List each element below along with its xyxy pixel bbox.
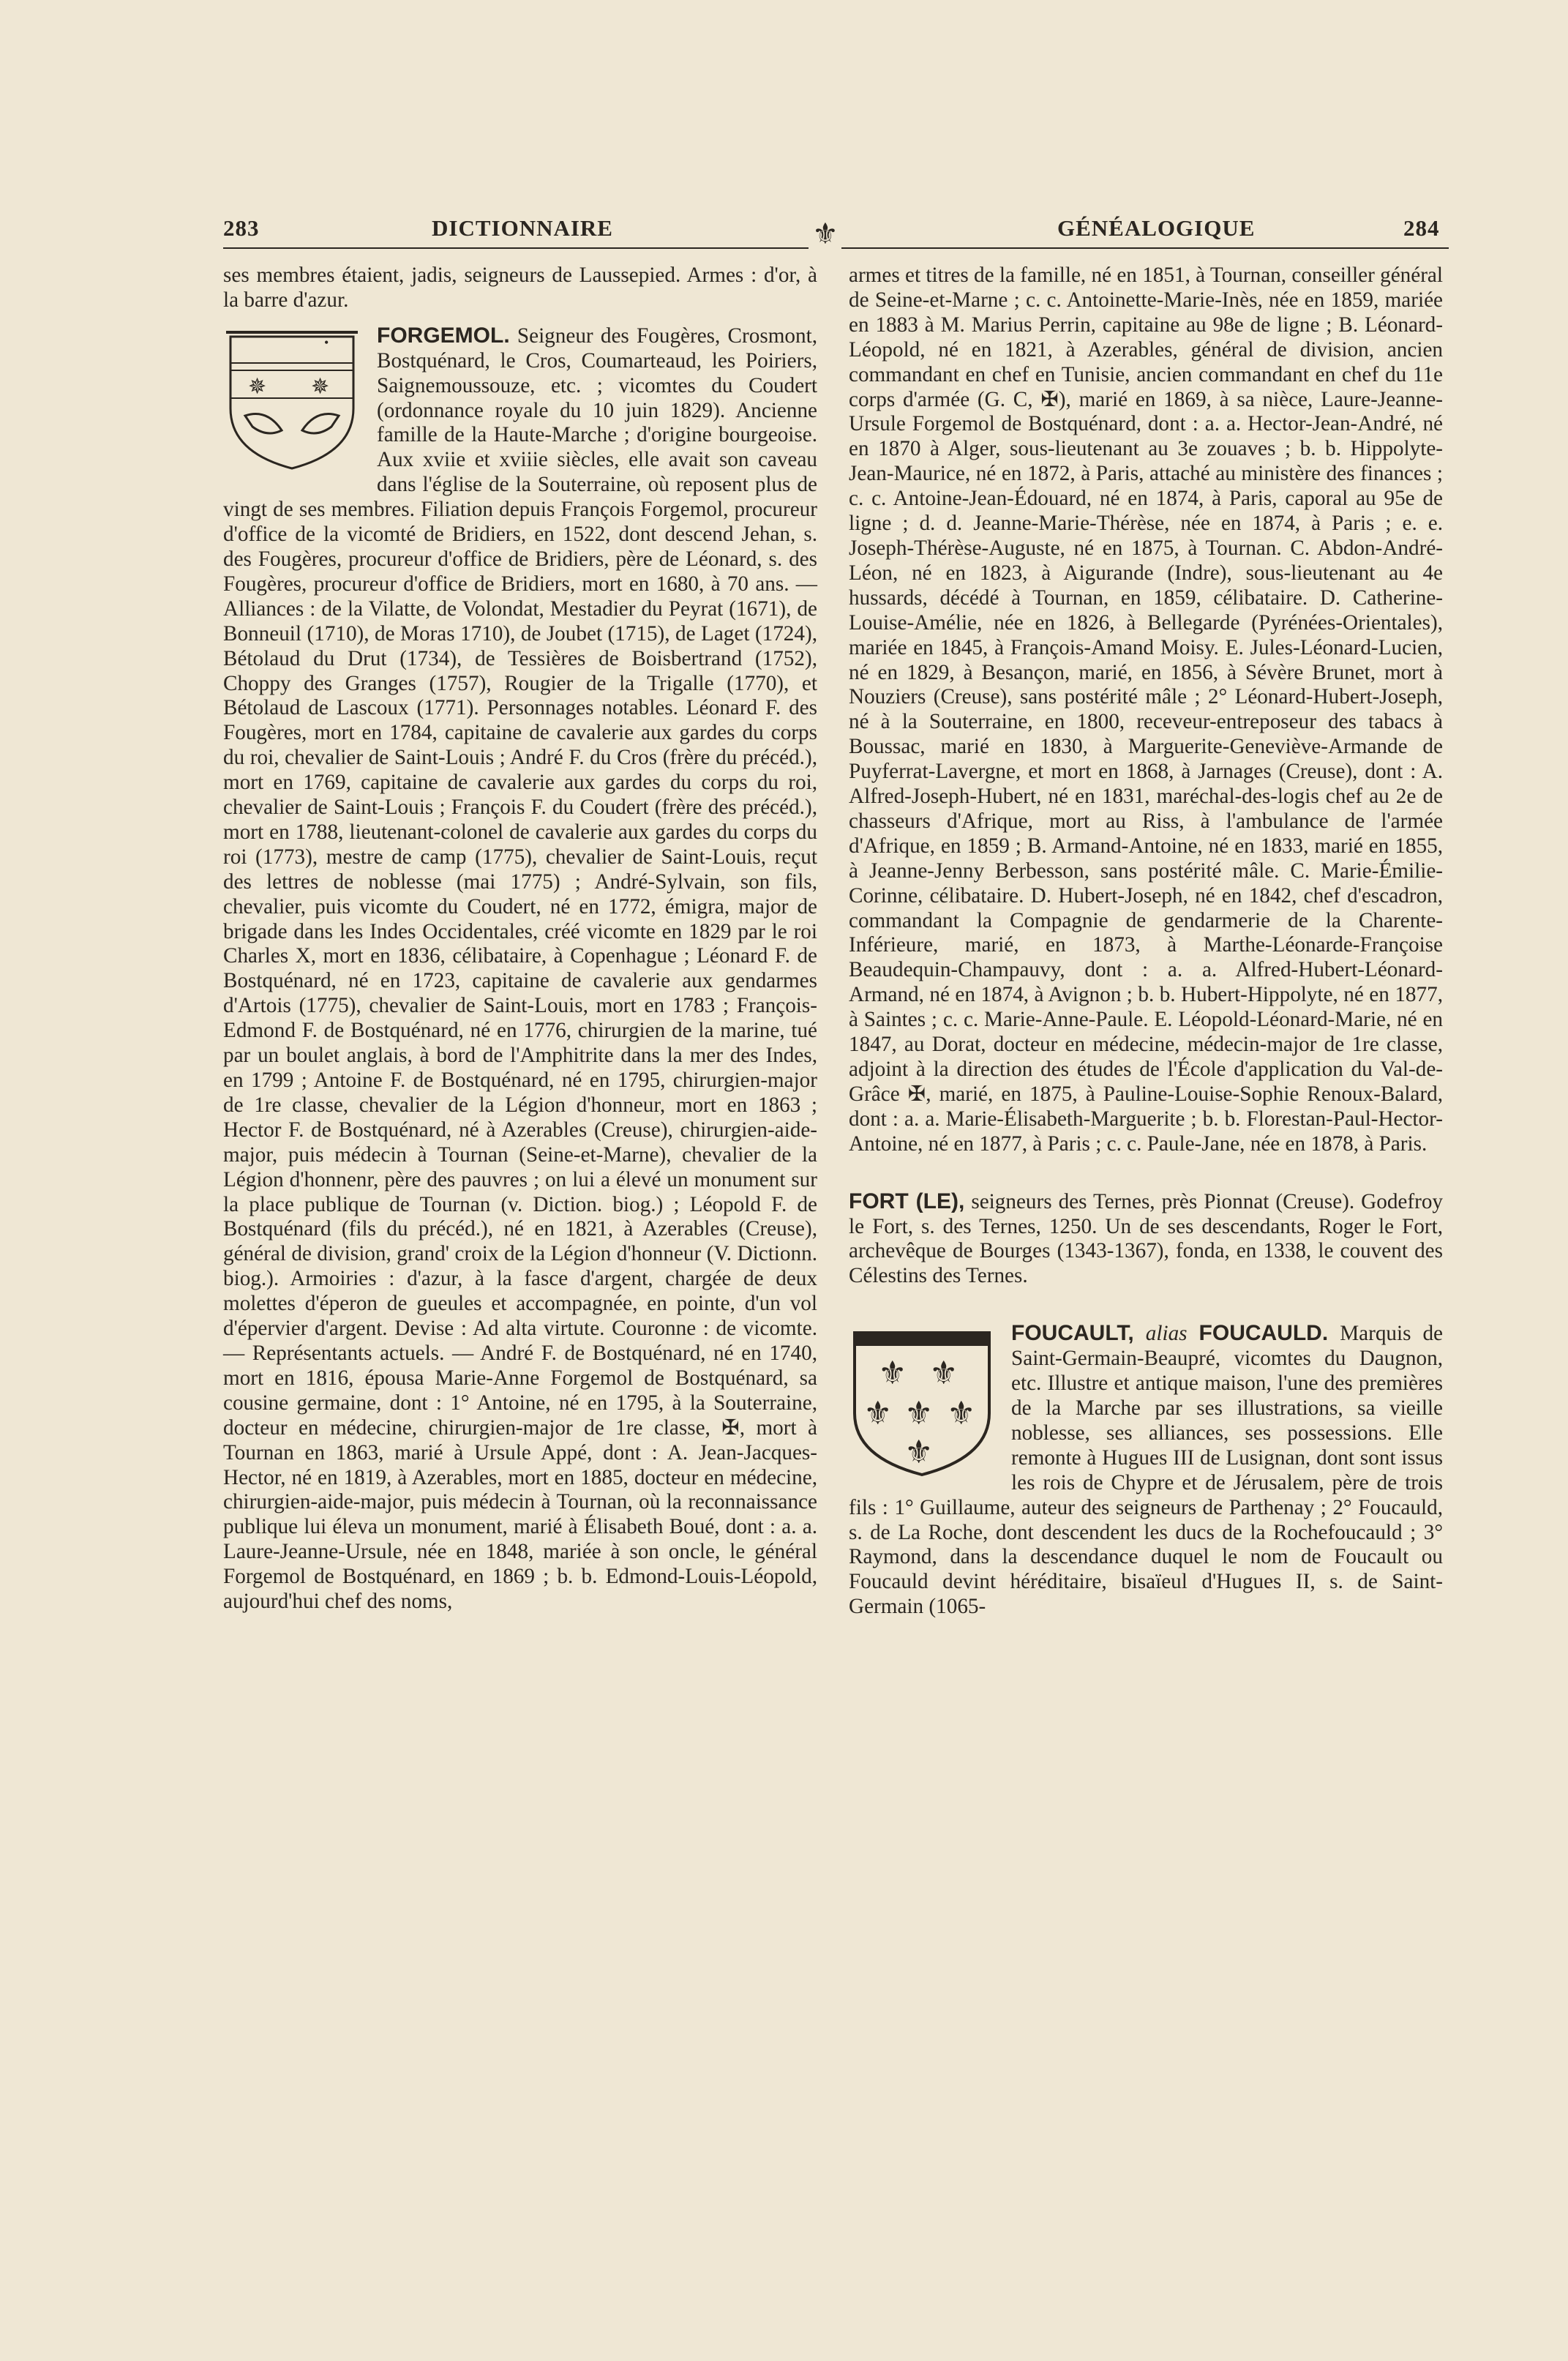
header-rule-left <box>223 247 809 249</box>
entry-head-fort: FORT (LE), <box>849 1189 965 1213</box>
entry-head-forgemol: FORGEMOL. <box>377 323 510 348</box>
header-rule-right <box>841 247 1449 249</box>
svg-text:✵: ✵ <box>248 374 267 399</box>
svg-text:✵: ✵ <box>311 374 330 399</box>
continued-paragraph: armes et titres de la famille, né en 1851, à Tournan, conseiller général de Seine-et-Marne ; c. c. Antoinette-Marie-Inès, née en 1859, mariée en 1883 à M. Marius Perrin, capitaine au 98e de ligne ; B. Léonard-Léopold, né en 1821, à Azerables, général de division, ancien commandant en chef en Tunisie, ancien commandant en chef du 11e corps d'armée (G. C, ✠), marié en 1869, à sa nièce, Laure-Jeanne-Ursule Forgemol de Bostquénard, dont : a. a. Hector-Jean-André, né en 1870 à Alger, sous-lieutenant au 3e zouaves ; b. b. Hippolyte-Jean-Maurice, né en 1872, à Paris, attaché au ministère des finances ; c. c. Antoine-Jean-Édouard, né en 1874, à Paris, caporal au 95e de ligne ; d. d. Jeanne-Marie-Thérèse, née en 1874, à Paris ; e. e. Joseph-Thérèse-Auguste, né en 1875, à Tournan. C. Abdon-André-Léon, né en 1823, à Aigurande (Indre), sous-lieutenant au 4e hussards, décédé à Tournan, en 1859, célibataire. D. Catherine-Louise-Amélie, née en 1826, à Bellegarde (Pyrénées-Orientales), mariée en 1845, à François-Amand Moisy. E. Jules-Léonard-Lucien, né en 1829, à Besançon, marié, en 1856, à Sévère Brunet, mort à Nouziers (Creuse), sans postérité mâle ; 2° Léonard-Hubert-Joseph, né à la Souterraine, en 1800, receveur-entreposeur des tabacs à Boussac, marié en 1830, à Marguerite-Geneviève-Armande de Puyferrat-Lavergne, et mort en 1868, à Jarnages (Creuse), dont : A. Alfred-Joseph-Hubert, né en 1831, maréchal-des-logis chef au 2e de chasseurs d'Afrique, mort au Riss, à l'ambulance de l'armée d'Afrique, en 1859 ; B. Armand-Antoine, né en 1833, marié en 1855, à Jeanne-Jenny Berbesson, sans postérité mâle. C. Marie-Émilie-Corinne, célibataire. D. Hubert-Joseph, né en 1842, chef d'escadron, commandant la Compagnie de gendarmerie de la Charente-Inférieure, marié, en 1873, à Marthe-Léonarde-Françoise Beaudequin-Champauvy, dont : a. a. Alfred-Hubert-Léonard-Armand, né en 1874, à Avignon ; b. b. Hubert-Hippolyte, né en 1877, à Saintes ; c. c. Marie-Anne-Paule. E. Léopold-Léonard-Marie, né en 1847, au Dorat, docteur en médecine, médecin-major de 1re classe, adjoint à la direction des études de l'École d'application du Val-de-Grâce ✠, marié, en 1875, à Pauline-Louise-Sophie Renoux-Balard, dont : a. a. Marie-Élisabeth-Marguerite ; b. b. Florestan-Paul-Hector-Antoine, né en 1877, à Paris ; c. c. Paule-Jane, née en 1878, à Paris. <box>849 263 1443 1156</box>
running-title-right: GÉNÉALOGIQUE <box>1057 215 1256 241</box>
entry-text-forgemol: Seigneur des Fougères, Crosmont, Bostquénard, le Cros, Coumarteaud, les Poiriers, Saignemoussouze, etc. ; vicomtes du Coudert (ordonnance royale du 10 juin 1829). Ancienne famille de la Haute-Marche ; d'origine bourgeoise. Aux xviie et xviiie siècles, elle avait son caveau dans l'église de la Souterraine, où reposent plus de vingt de ses membres. Filiation depuis François Forgemol, procureur d'office de la vicomté de Bridiers, en 1522, dont descend Jehan, s. des Fougères, procureur d'office de Bridiers, père de Léonard, s. des Fougères, procureur d'office de Bridiers, mort en 1680, à 70 ans. — Alliances : de la Vilatte, de Volondat, Mestadier du Peyrat (1671), de Bonneuil (1710), de Moras 1710), de Joubet (1715), de Laget (1724), Bétolaud du Drut (1734), de Tessières de Boisbertrand (1752), Choppy des Granges (1757), Rougier de la Trigalle (1770), et Bétolaud de Lascoux (1771). Personnages notables. Léonard F. des Fougères, mort en 1784, capitaine de cavalerie aux gardes du corps du roi, chevalier de Saint-Louis ; André F. du Cros (frère du précéd.), mort en 1769, capitaine de cavalerie aux gardes du corps du roi, chevalier de Saint-Louis ; François F. du Coudert (frère des précéd.), mort en 1788, lieutenant-colonel de cavalerie aux gardes du corps du roi (1773), mestre de camp (1775), chevalier de Saint-Louis, reçut des lettres de noblesse (mai 1775) ; André-Sylvain, son fils, chevalier, puis vicomte du Coudert, né en 1772, émigra, major de brigade dans les Indes Occidentales, créé vicomte en 1829 par le roi Charles X, mort en 1836, célibataire, à Copenhague ; Léonard F. de Bostquénard, né en 1723, capitaine de cavalerie aux gendarmes d'Artois (1775), chevalier de Saint-Louis, mort en 1783 ; François-Edmond F. de Bostquénard, né en 1776, chirurgien de la marine, tué par un boulet anglais, à bord de l'Amphitrite dans la mer des Indes, en 1799 ; Antoine F. de Bostquénard, né en 1795, chirurgien-major de 1re classe, chevalier de la Légion d'honneur, mort en 1863 ; Hector F. de Bostquénard, né à Azerables (Creuse), chirurgien-aide-major, puis médecin à Tournan (Seine-et-Marne), chevalier de la Légion d'honnenr, père des pauvres ; on lui a élevé un monument sur la place publique de Tournan (v. Diction. biog.) ; Léopold F. de Bostquénard (fils du précéd.), né en 1821, à Azerables (Creuse), général de division, grand' croix de la Légion d'honneur (V. Dictionn. biog.). Armoiries : d'azur, à la fasce d'argent, chargée de deux molettes d'éperon de gueules et accompagnée, en pointe, d'un vol d'épervier d'argent. Devise : Ad alta virtute. Couronne : de vicomte. — Représentants actuels. — André F. de Bostquénard, né en 1740, mort en 1816, épousa Marie-Anne Forgemol de Bostquénard, sa cousine germaine, dont : 1° Antoine, né en 1795, à la Souterraine, docteur en médecine, chirurgien-major de 1re classe, ✠, mort à Tournan en 1863, marié à Ursule Appé, dont : A. Jean-Jacques-Hector, né en 1819, à Azerables, mort en 1885, docteur en médecine, chirurgien-aide-major, puis médecin à Tournan, où la reconnaissance publique lui éleva un monument, marié à Élisabeth Boué, dont : a. a. Laure-Jeanne-Ursule, née en 1848, mariée à son oncle, le général Forgemol de Bostquénard, en 1869 ; b. b. Edmond-Louis-Léopold, aujourd'hui chef des noms, <box>223 323 817 1614</box>
svg-text:⚜: ⚜ <box>947 1396 976 1432</box>
svg-text:⚜: ⚜ <box>904 1434 934 1471</box>
svg-text:⚜: ⚜ <box>904 1396 934 1432</box>
page-number-right: 284 <box>1403 215 1440 241</box>
fleuron-ornament-icon: ⚜ <box>812 217 839 250</box>
fleur-de-lis-shield-icon <box>849 1325 995 1486</box>
coat-of-arms-shield-icon <box>223 328 361 478</box>
entry-text-fort: seigneurs des Ternes, près Pionnat (Creuse). Godefroy le Fort, s. des Ternes, 1250. Un de ses descendants, Roger le Fort, archevêque de Bourges (1343-1367), fonda, en 1338, le couvent des Célestins des Ternes. <box>849 1189 1444 1288</box>
running-title-left: DICTIONNAIRE <box>432 215 613 241</box>
left-column <box>223 263 817 1614</box>
entry-text-foucault: Marquis de Saint-Germain-Beaupré, vicomtes du Daugnon, etc. Illustre et antique maison, l'une des premières de la Marche par ses illustrations, sa vieille noblesse, ses alliances, ses possessions. Elle remonte à Hugues III de Lusignan, dont sont issus les rois de Chypre et de Jérusalem, père de trois fils : 1° Guillaume, auteur des seigneurs de Parthenay ; 2° Foucauld, s. de La Roche, dont descendent les ducs de la Rochefoucauld ; 3° Raymond, dans la descendance duquel le nom de Foucault ou Foucauld devint héréditaire, bisaïeul d'Hugues II, s. de Saint-Germain (1065- <box>849 1322 1444 1619</box>
right-column <box>849 263 1443 1620</box>
entry-alias: alias <box>1145 1322 1188 1346</box>
svg-text:⚜: ⚜ <box>878 1355 907 1392</box>
svg-text:⚜: ⚜ <box>863 1396 893 1432</box>
svg-text:•: • <box>324 334 329 350</box>
entry-head-foucault: FOUCAULT, <box>1011 1321 1134 1346</box>
svg-text:⚜: ⚜ <box>929 1355 959 1392</box>
lead-paragraph: ses membres étaient, jadis, seigneurs de Laussepied. Armes : d'or, à la barre d'azur. <box>223 263 817 312</box>
entry-head-foucauld: FOUCAULD. <box>1198 1321 1329 1346</box>
page-number-left: 283 <box>223 215 260 241</box>
